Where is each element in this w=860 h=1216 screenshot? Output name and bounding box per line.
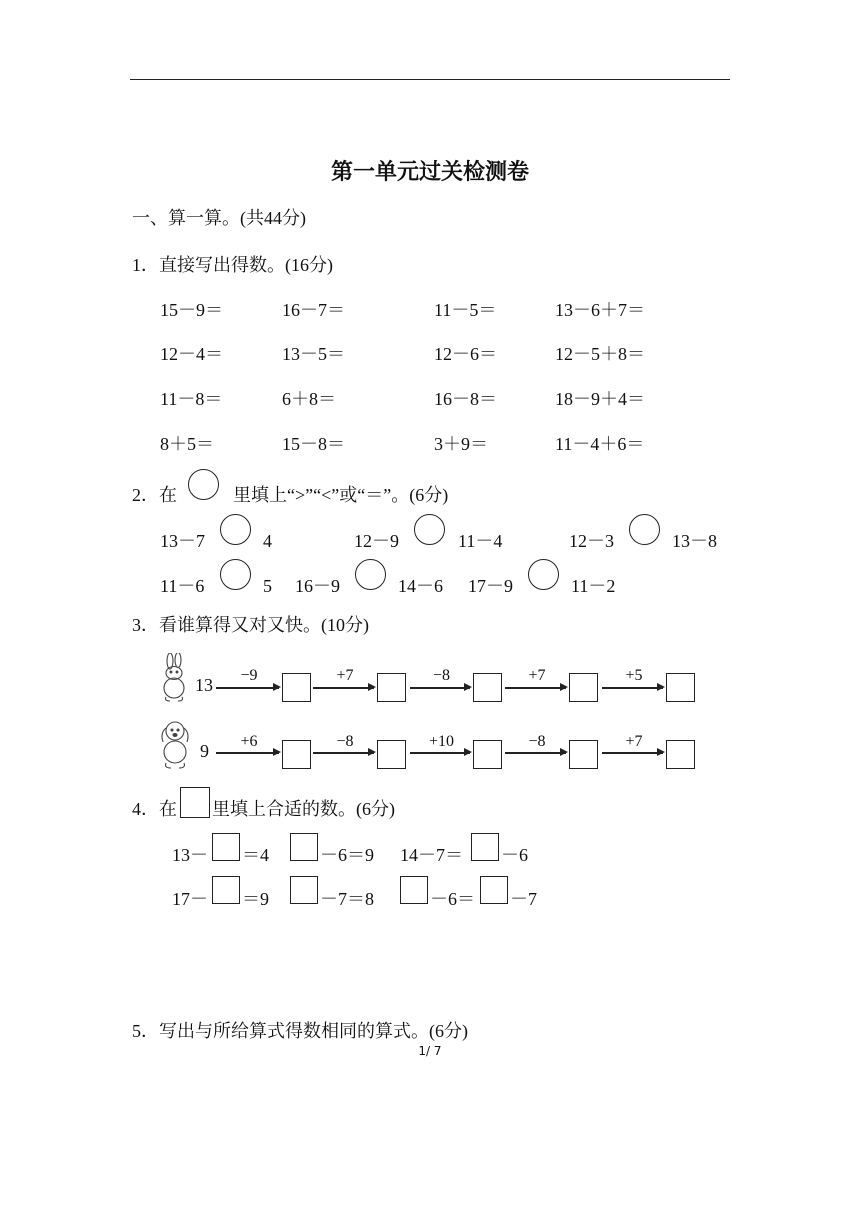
answer-circle[interactable]	[220, 514, 251, 545]
equation-text: ＝9	[242, 889, 269, 909]
answer-box[interactable]	[569, 673, 598, 702]
arithmetic-problem: 16－8＝	[434, 389, 497, 409]
compare-right: 14－6	[398, 576, 443, 596]
page-title: 第一单元过关检测卷	[330, 160, 529, 185]
answer-box[interactable]	[569, 740, 598, 769]
arithmetic-problem: 16－7＝	[282, 300, 345, 320]
compare-left: 12－9	[354, 531, 399, 551]
equation-text: 13－	[172, 845, 208, 865]
equation-text: －6＝9	[320, 845, 374, 865]
answer-box[interactable]	[480, 876, 508, 904]
arithmetic-problem: 18－9＋4＝	[555, 389, 645, 409]
answer-box[interactable]	[473, 740, 502, 769]
answer-circle[interactable]	[414, 514, 445, 545]
answer-box[interactable]	[290, 876, 318, 904]
compare-left: 16－9	[295, 576, 340, 596]
operation-label: −8	[432, 667, 451, 684]
arithmetic-problem: 12－4＝	[160, 344, 223, 364]
fill-box-icon	[180, 787, 210, 818]
arithmetic-problem: 3＋9＝	[434, 434, 488, 454]
equation-text: ＝4	[242, 845, 269, 865]
compare-right: 4	[263, 531, 272, 551]
comparison-circle-icon	[188, 469, 219, 500]
operation-label: −8	[528, 733, 546, 750]
answer-circle[interactable]	[528, 559, 559, 590]
section-heading: 一、算一算。(共44分)	[132, 208, 306, 228]
compare-right: 13－8	[672, 531, 717, 551]
answer-box[interactable]	[666, 673, 695, 702]
answer-box[interactable]	[471, 833, 499, 861]
question-5-heading: 5．写出与所给算式得数相同的算式。(6分)	[132, 1021, 468, 1041]
arithmetic-problem: 6＋8＝	[282, 389, 336, 409]
answer-box[interactable]	[212, 876, 240, 904]
compare-right: 11－2	[571, 576, 616, 596]
arithmetic-problem: 12－6＝	[434, 344, 497, 364]
arrow-icon	[602, 752, 663, 754]
compare-left: 11－6	[160, 576, 205, 596]
equation-text: －7	[510, 889, 537, 909]
arithmetic-problem: 8＋5＝	[160, 434, 214, 454]
question-3-heading: 3．看谁算得又对又快。(10分)	[132, 615, 369, 635]
operation-label: +7	[336, 667, 354, 684]
answer-circle[interactable]	[355, 559, 386, 590]
arrow-icon	[505, 752, 566, 754]
page-number: 1/ 7	[418, 1044, 442, 1058]
arithmetic-problem: 11－8＝	[160, 389, 223, 409]
arithmetic-problem: 15－9＝	[160, 300, 223, 320]
compare-left: 12－3	[569, 531, 614, 551]
answer-box[interactable]	[377, 740, 406, 769]
equation-text: －7＝8	[320, 889, 374, 909]
arrow-icon	[313, 687, 374, 689]
answer-circle[interactable]	[629, 514, 660, 545]
operation-label: +5	[625, 667, 643, 684]
arithmetic-problem: 12－5＋8＝	[555, 344, 645, 364]
arrow-icon	[216, 687, 279, 689]
header-rule	[130, 79, 730, 80]
operation-label: +7	[528, 667, 546, 684]
answer-circle[interactable]	[220, 559, 251, 590]
arrow-icon	[216, 752, 279, 754]
arrow-icon	[410, 687, 470, 689]
arrow-icon	[410, 752, 470, 754]
compare-left: 13－7	[160, 531, 205, 551]
equation-text: －6＝	[430, 889, 475, 909]
arrow-icon	[313, 752, 374, 754]
operation-label: −9	[240, 667, 258, 684]
question-4-suffix: 里填上合适的数。(6分)	[212, 799, 395, 819]
arrow-icon	[602, 687, 663, 689]
arithmetic-problem: 13－5＝	[282, 344, 345, 364]
answer-box[interactable]	[473, 673, 502, 702]
answer-box[interactable]	[290, 833, 318, 861]
answer-box[interactable]	[282, 673, 311, 702]
arrow-icon	[505, 687, 566, 689]
operation-label: −8	[336, 733, 354, 750]
answer-box[interactable]	[400, 876, 428, 904]
arithmetic-problem: 11－5＝	[434, 300, 497, 320]
equation-text: －6	[501, 845, 528, 865]
question-4-prefix: 4．在	[132, 799, 177, 819]
question-2-prefix: 2．在	[132, 485, 177, 505]
compare-left: 17－9	[468, 576, 513, 596]
chain-1-start: 13	[195, 675, 213, 695]
arithmetic-problem: 13－6＋7＝	[555, 300, 645, 320]
compare-right: 11－4	[458, 531, 503, 551]
answer-box[interactable]	[282, 740, 311, 769]
puppy-icon	[157, 718, 193, 770]
answer-box[interactable]	[377, 673, 406, 702]
operation-label: +10	[428, 733, 455, 750]
arithmetic-problem: 15－8＝	[282, 434, 345, 454]
rabbit-icon	[158, 653, 190, 703]
operation-label: +7	[625, 733, 643, 750]
operation-label: +6	[240, 733, 258, 750]
chain-2-start: 9	[200, 741, 209, 761]
question-2-suffix: 里填上“>”“<”或“＝”。(6分)	[233, 485, 449, 505]
arithmetic-problem: 11－4＋6＝	[555, 434, 645, 454]
question-1-heading: 1．直接写出得数。(16分)	[132, 255, 333, 275]
answer-box[interactable]	[666, 740, 695, 769]
answer-box[interactable]	[212, 833, 240, 861]
compare-right: 5	[263, 576, 272, 596]
equation-text: 14－7＝	[400, 845, 463, 865]
equation-text: 17－	[172, 889, 208, 909]
